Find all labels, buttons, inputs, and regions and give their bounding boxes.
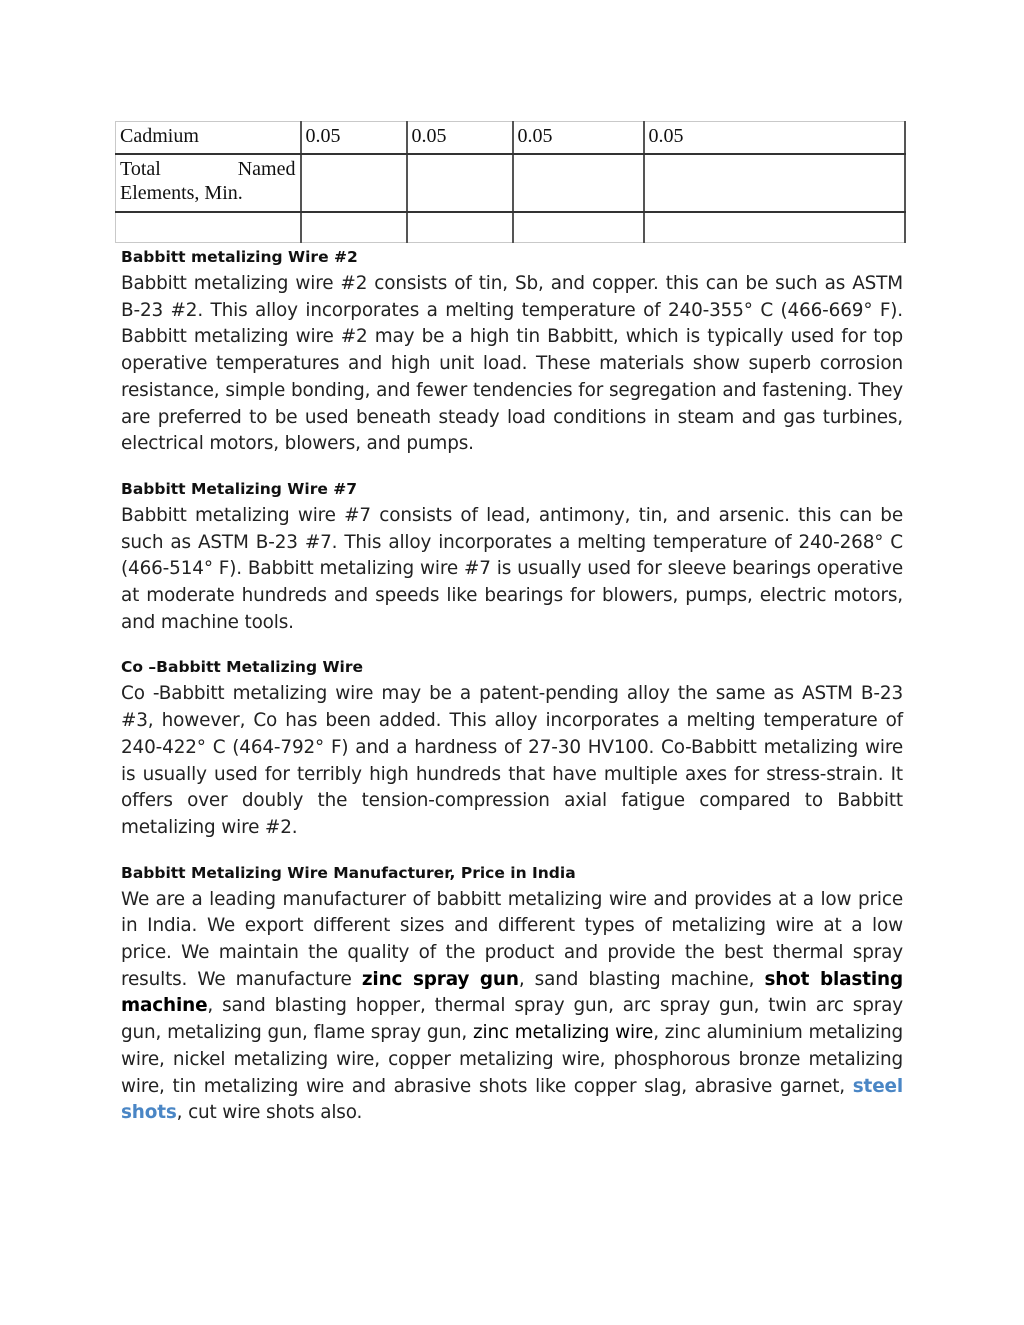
table-cell (644, 154, 905, 212)
paragraph-text: , sand blasting machine, (518, 968, 765, 990)
table-cell-label: Cadmium (116, 122, 301, 155)
section-paragraph (121, 887, 903, 1127)
zinc-spray-gun-link[interactable]: zinc spray gun (361, 968, 519, 990)
section-heading: Babbitt Metalizing Wire #7 (121, 479, 358, 498)
table-cell (644, 212, 905, 243)
section-heading: Babbitt metalizing Wire #2 (121, 248, 358, 266)
label-word: Total (120, 158, 161, 180)
table-cell: 0.05 (513, 122, 644, 155)
table-cell: 0.05 (301, 122, 407, 155)
composition-table (115, 121, 906, 243)
label-word: Named (237, 158, 296, 180)
article-body (121, 246, 903, 1147)
table-row (116, 154, 905, 212)
section-heading: Co –Babbitt Metalizing Wire (121, 658, 364, 677)
section-wire-7 (121, 478, 903, 637)
table-cell (407, 212, 513, 243)
table-cell-label (116, 154, 301, 212)
section-co-babbitt (121, 656, 903, 841)
section-wire-2 (121, 246, 903, 458)
table-row (116, 122, 905, 155)
table-cell (301, 154, 407, 212)
table-cell (407, 154, 513, 212)
table-cell: 0.05 (407, 122, 513, 155)
section-paragraph: Co -Babbitt metalizing wire may be a patent-pending alloy the same as ASTM B-23 #3, however, Co has been added. This alloy incorporates a melting temperature of 240-422° C (464-792° F) and a hardness of 27-30 HV100. Co-Babbitt metalizing wire is usually used for terribly high hundreds that have multiple axes for stress-strain. It offers over doubly the tension-compression axial fatigue compared to Babbitt metalizing wire #2. (121, 683, 903, 838)
table-cell (301, 212, 407, 243)
shot-blasting-machine-link[interactable]: shot blasting machine (121, 968, 903, 1017)
paragraph-text: , cut wire shots also. (176, 1102, 363, 1124)
table-row (116, 212, 905, 243)
section-paragraph: Babbitt metalizing wire #2 consists of tin, Sb, and copper. this can be such as ASTM B-23 #2. This alloy incorporates a melting temperature of 240-355° C (466-669° F). Babbitt metalizing wire #2 may be a high tin Babbitt, which is typically used for top operative temperatures and high unit load. These materials show superb corrosion resistance, simple bonding, and fewer tendencies for segregation and fastening. They are preferred to be used beneath steady load conditions in steam and gas turbines, electrical motors, blowers, and pumps. (121, 273, 903, 455)
table-cell (513, 212, 644, 243)
steel-shots-link[interactable]: steel shots (121, 1075, 903, 1124)
section-manufacturer (121, 862, 903, 1127)
table-cell (513, 154, 644, 212)
table-cell: 0.05 (644, 122, 905, 155)
zinc-metalizing-wire-link[interactable]: zinc metalizing wire (472, 1022, 654, 1044)
label-line (120, 157, 296, 181)
table-cell-label (116, 212, 301, 243)
paragraph-text: , zinc aluminium metalizing wire, nickel metalizing wire, copper metalizing wire, phosphorous bronze metalizing wire, tin metalizing wire and abrasive shots like copper slag, abrasive garnet, (121, 1022, 903, 1097)
section-heading: Babbitt Metalizing Wire Manufacturer, Price in India (121, 863, 576, 882)
label-line: Elements, Min. (120, 182, 243, 204)
section-paragraph: Babbitt metalizing wire #7 consists of lead, antimony, tin, and arsenic. this can be such as ASTM B-23 #7. This alloy incorporates a melting temperature of 240-268° C (466-514° F). Babbitt metalizing wire #7 is usually used for sleeve bearings operative at moderate hundreds and speeds like bearings for blowers, pumps, electric motors, and machine tools. (121, 504, 903, 633)
paragraph-text: We are a leading manufacturer of babbitt metalizing wire and provides at a low price in India. We export different sizes and different types of metalizing wire at a low price. We maintain the quality of the product and provide the best thermal spray results. We manufacture (121, 888, 903, 990)
paragraph-text: , sand blasting hopper, thermal spray gun, arc spray gun, twin arc spray gun, metalizing gun, flame spray gun, (121, 995, 903, 1044)
